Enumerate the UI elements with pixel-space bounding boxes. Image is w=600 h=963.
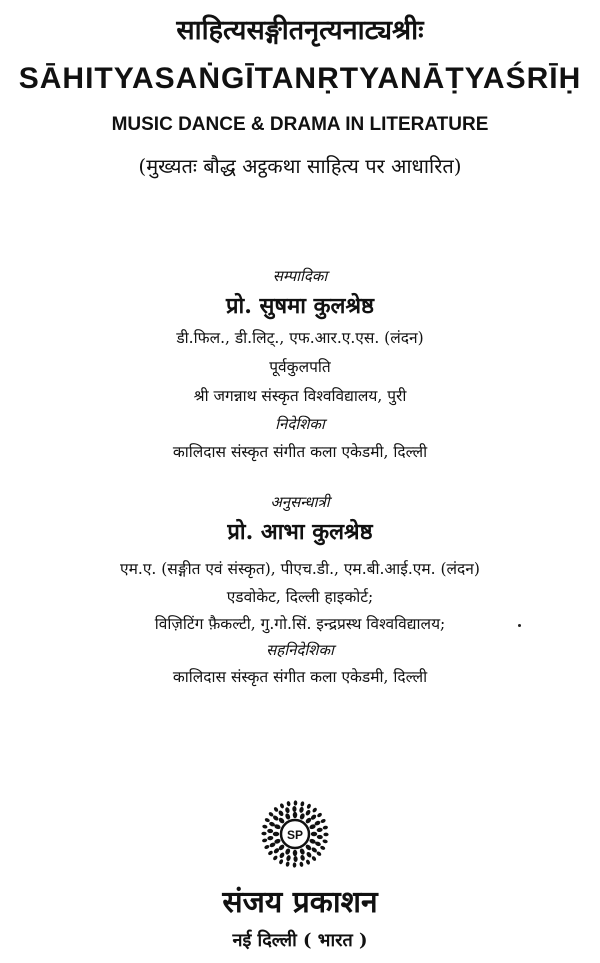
logo-petal	[262, 824, 268, 829]
title-romanized: SĀHITYASAṄGĪTANṚTYANĀṬYAŚRĪḤ	[18, 62, 582, 95]
logo-petal	[305, 859, 310, 865]
logo-petal	[264, 817, 270, 823]
editor-institution-2: कालिदास संस्कृत संगीत कला एकेडमी, दिल्ली	[172, 443, 428, 461]
logo-petal	[299, 813, 306, 821]
logo-petal	[323, 833, 328, 837]
researcher-institution: कालिदास संस्कृत संगीत कला एकेडमी, दिल्ली	[172, 668, 428, 686]
publisher-logo-icon	[261, 800, 329, 868]
logo-petal	[279, 852, 286, 859]
print-speck	[518, 624, 521, 627]
researcher-role: अनुसन्धात्री	[270, 493, 330, 511]
editor-position-1: पूर्वकुलपति	[269, 358, 331, 376]
logo-petal	[317, 835, 323, 840]
title-devanagari: साहित्यसङ्गीतनृत्यनाट्यश्रीः	[176, 15, 424, 46]
logo-petal	[284, 807, 290, 814]
editor-qualifications: डी.फिल., डी.लिट्., एफ.आर.ए.एस. (लंदन)	[176, 329, 424, 347]
publisher-place: नई दिल्ली ( भारत )	[232, 930, 368, 951]
logo-petal	[322, 839, 328, 844]
researcher-affiliation-2: विज़िटिंग फ़ैकल्टी, गु.गो.सिं. इन्द्रप्रस्थ विश्वविद्यालय;	[154, 615, 446, 633]
logo-petal	[262, 838, 268, 843]
logo-petal	[320, 818, 326, 823]
subtitle: (मुख्यतः बौद्ध अट्ठकथा साहित्य पर आधारित)	[138, 154, 462, 178]
logo-petal	[311, 832, 317, 836]
logo-petal	[273, 806, 279, 812]
researcher-name: प्रो. आभा कुलश्रेष्ठ	[227, 519, 373, 545]
publisher-name: संजय प्रकाशन	[222, 885, 378, 920]
logo-petal	[264, 844, 270, 849]
logo-petal	[267, 850, 273, 856]
logo-petal	[293, 862, 297, 867]
logo-petal	[293, 812, 297, 818]
logo-petal	[322, 825, 328, 830]
title-english: MUSIC DANCE & DRAMA IN LITERATURE	[111, 114, 489, 135]
logo-petal	[312, 807, 318, 813]
editor-role: सम्पादिका	[272, 267, 328, 285]
logo-petal	[299, 848, 306, 856]
logo-petal	[267, 836, 274, 841]
editor-name: प्रो. सुषमा कुलश्रेष्ठ	[226, 293, 374, 319]
logo-petal	[267, 829, 273, 834]
researcher-position: सहनिदेशिका	[266, 641, 334, 659]
logo-petal	[299, 806, 305, 813]
logo-petal	[300, 801, 305, 807]
logo-petal	[286, 801, 291, 807]
logo-petal	[278, 810, 285, 817]
logo-petal	[284, 813, 291, 821]
logo-petal	[292, 806, 296, 812]
logo-petal	[311, 855, 317, 861]
logo-petal	[294, 800, 298, 805]
logo-petal	[306, 803, 312, 809]
logo-petal	[279, 803, 284, 809]
logo-petal	[299, 861, 304, 867]
logo-petal	[305, 809, 312, 816]
logo-petal	[293, 850, 297, 856]
editor-position-2: निदेशिका	[275, 415, 325, 433]
logo-petal	[273, 832, 279, 836]
publisher-logo-text: SP	[286, 828, 304, 842]
logo-petal	[300, 854, 306, 861]
logo-petal	[320, 845, 326, 851]
logo-petal	[286, 855, 292, 862]
researcher-affiliation-1: एडवोकेट, दिल्ली हाइकोर्ट;	[226, 588, 374, 606]
logo-petal	[278, 859, 284, 865]
editor-institution-1: श्री जगन्नाथ संस्कृत विश्वविद्यालय, पुरी	[193, 387, 407, 405]
logo-petal	[285, 861, 290, 867]
logo-petal	[316, 827, 323, 832]
logo-petal	[272, 855, 278, 861]
logo-petal	[261, 832, 266, 836]
logo-petal	[293, 856, 297, 862]
logo-petal	[284, 848, 291, 856]
logo-petal	[316, 812, 322, 818]
researcher-qualifications: एम.ए. (सङ्गीत एवं संस्कृत), पीएच.डी., एम.बी.आई.एम. (लंदन)	[120, 560, 480, 578]
logo-petal	[306, 851, 313, 858]
